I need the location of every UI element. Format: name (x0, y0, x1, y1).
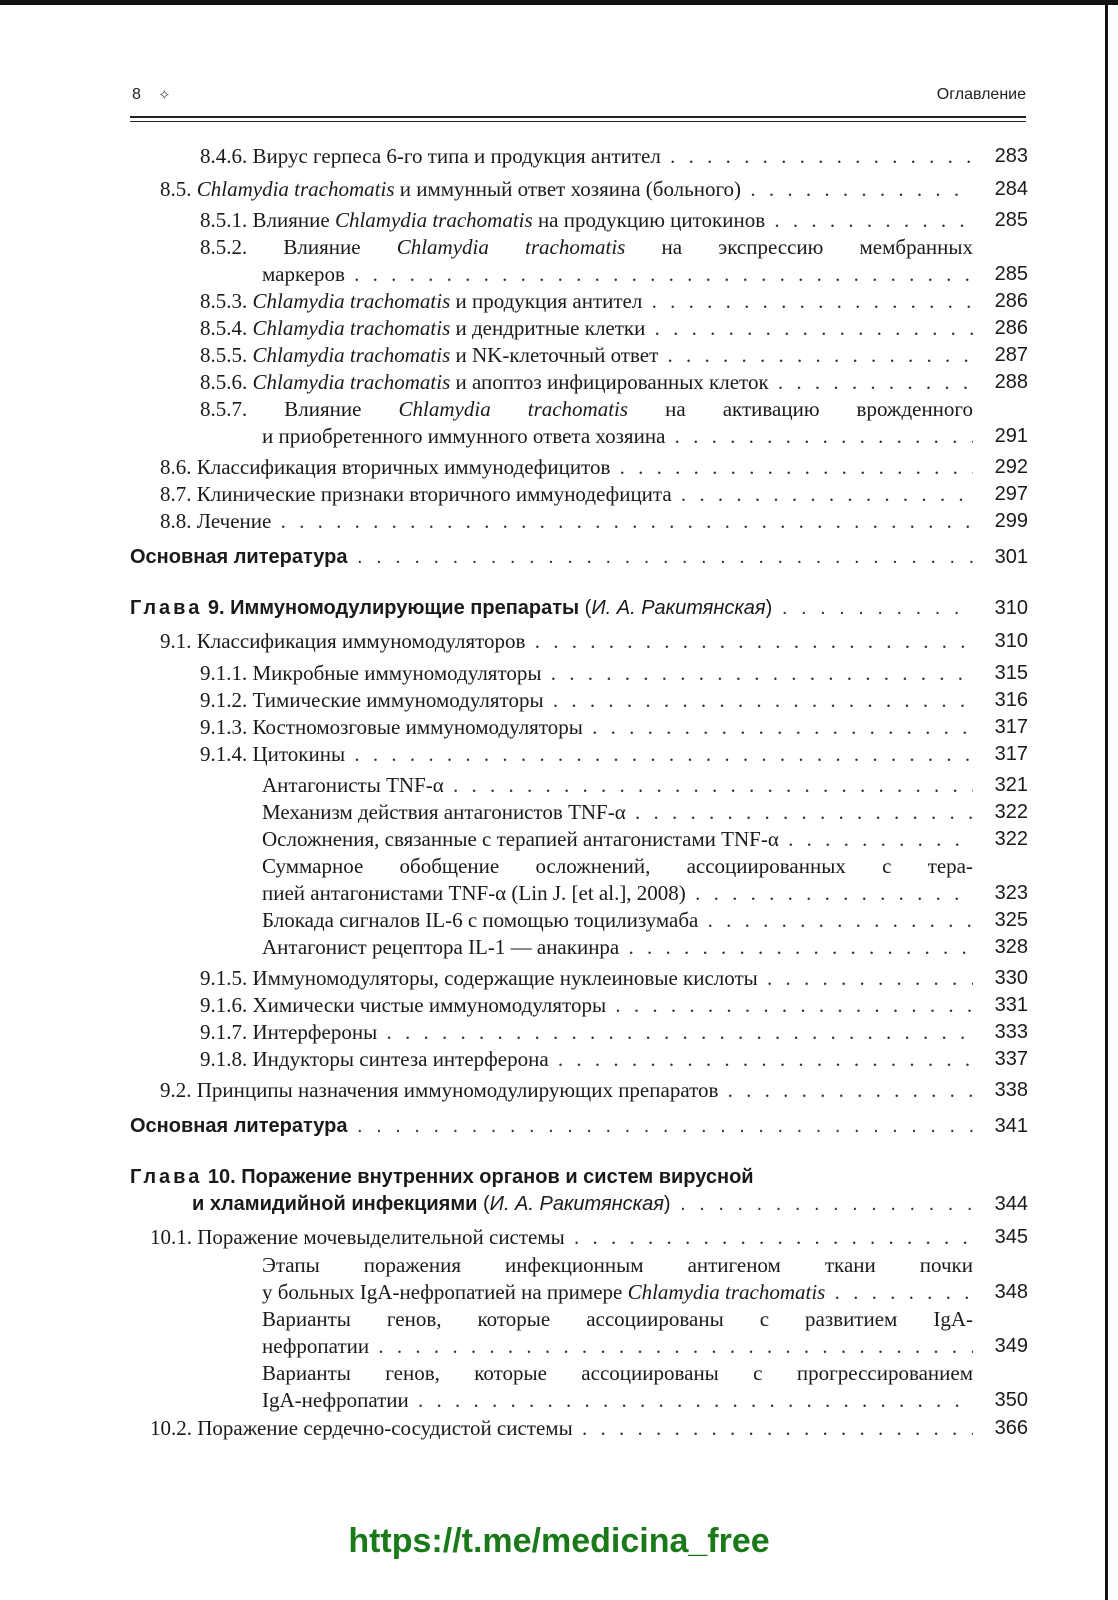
toc-page: 317 (994, 743, 1028, 765)
toc-page: 284 (994, 178, 1028, 200)
toc-page: 321 (994, 774, 1028, 796)
toc-page: 341 (994, 1115, 1028, 1137)
toc-page: 331 (994, 994, 1028, 1016)
toc-page: 288 (994, 371, 1028, 393)
toc-page: 286 (994, 317, 1028, 339)
toc-page: 299 (994, 510, 1028, 532)
toc-page: 287 (994, 344, 1028, 366)
table-of-contents: 8.4.6. Вирус герпеса 6-го типа и продукция антител . . . 283 8.5. Chlamydia trachomatis и иммунный ответ хозяина (больного) . . . 284 8.5.1. Влияние Chlamydia trachomatis на продукцию цитокинов . . . 285 8.5.2. Влияние Chlamydia trachomatis на экспрессию мембранных маркеров . . . 285 8.5.3. Chlamydia trachomatis и продукция антител . . . 286 8.5.4. Chlamydia trachomatis и дендритные клетки . . . 286 8.5.5. Chlamydia trachomatis и NK-клеточный ответ . . . 287 8.5.6. Chlamydia trachomatis и апоптоз инфицированных клеток . . . 288 8.5.7. Влияние Chlamydia trachomatis на активацию врожденного и приобретенного иммунного ответа хозяина . . . 291 8.6. Классификация вторичных иммунодефицитов . . . 292 8.7. Клинические признаки вторичного иммунодефицита . . . 297 8.8. Лечение . . . 299 Основная литература . . . 301 Глава 9. Иммуномодулирующие препараты (И. А. Ракитянская) . . . 310 9.1. Классификация иммуномодуляторов . . . 310 9.1.1. Микробные иммуномодуляторы . . . 315 9.1.2. Тимические иммуномодуляторы . . . 316 9.1.3. Костномозговые иммуномодуляторы . . . 317 9.1.4. Цитокины . . . 317 Антагонисты TNF-α . . . 321 Механизм действия антагонистов TNF-α . . . 322 Осложнения, связанные с терапией антагонистами TNF-α . . . 322 Суммарное обобщение осложнений, ассоциированных с тера- пией антагонистами TNF-α (Lin J. [et al.], 2008) . . . 323 Блокада сигналов IL-6 с помощью тоцилизумаба . . . 325 Антагонист рецептора IL-1 — анакинра . . . 328 9.1.5. Иммуномодуляторы, содержащие нуклеиновые кислоты . . . 330 9.1.6. Химически чистые иммуномодуляторы . . . 331 9.1.7. Интерфероны . . . 333 9.1.8. Индукторы синтеза интерферона . . . 337 9.2. Принципы назначения иммуномодулирующих препаратов . . . 338 Основная литература . . . 341 Глава 10. Поражение внутренних органов и систем вирусной и хламидийной инфекциями (И. А. Ракитянская) . . . 344 10.1. Поражение мочевыделительной системы . . . 345 Этапы поражения инфекционным антигеном ткани почки у больных IgA-нефропатией на примере Chlamydia trachomatis . . . 348 Варианты генов, которые ассоциированы с развитием IgA- нефропатии . . . 349 Варианты генов, которые ассоциированы с прогрессированием IgA-нефропатии . . . 350 10.2. Поражение сердечно-сосудистой системы . . . 366 (0, 0, 1118, 1600)
toc-page: 316 (994, 689, 1028, 711)
toc-page: 330 (994, 967, 1028, 989)
toc-page: 285 (994, 209, 1028, 231)
toc-page: 297 (994, 483, 1028, 505)
toc-page: 310 (994, 597, 1028, 619)
toc-page: 310 (994, 630, 1028, 652)
toc-page: 322 (994, 801, 1028, 823)
toc-page: 301 (994, 546, 1028, 568)
header-title: Оглавление (936, 86, 1026, 103)
toc-page: 366 (994, 1417, 1028, 1439)
diamond-icon: ✧ (158, 87, 171, 104)
toc-page: 285 (994, 263, 1028, 285)
toc-page: 328 (994, 936, 1028, 958)
toc-page: 322 (994, 828, 1028, 850)
toc-page: 348 (994, 1281, 1028, 1303)
toc-page: 337 (994, 1048, 1028, 1070)
toc-page: 325 (994, 909, 1028, 931)
toc-page: 283 (994, 145, 1028, 167)
page-number: 8 (132, 86, 141, 103)
toc-page: 291 (994, 425, 1028, 447)
toc-page: 333 (994, 1021, 1028, 1043)
toc-page: 286 (994, 290, 1028, 312)
toc-page: 317 (994, 716, 1028, 738)
toc-page: 350 (994, 1389, 1028, 1411)
toc-page: 338 (994, 1079, 1028, 1101)
toc-page: 315 (994, 662, 1028, 684)
footer-link[interactable]: https://t.me/medicina_free (348, 1522, 770, 1560)
toc-page: 323 (994, 882, 1028, 904)
toc-page: 292 (994, 456, 1028, 478)
toc-page: 349 (994, 1335, 1028, 1357)
toc-page: 344 (994, 1193, 1028, 1215)
toc-page: 345 (994, 1226, 1028, 1248)
